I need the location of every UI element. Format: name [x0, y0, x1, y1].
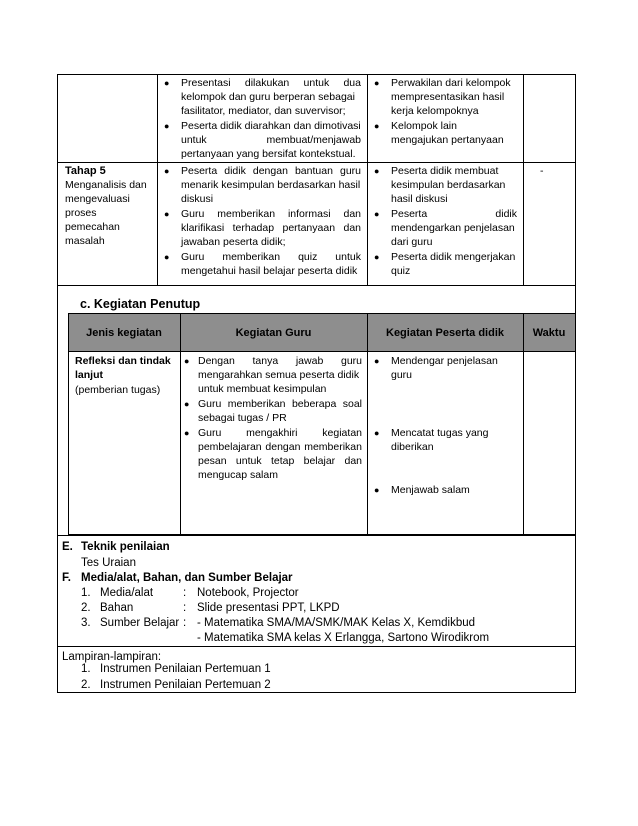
- tahap-desc: masalah: [65, 235, 105, 247]
- header-waktu: Waktu: [532, 327, 566, 339]
- guru-text: mengarahkan semua peserta didik: [198, 369, 360, 381]
- guru-text: pesan untuk tetap belajar dan: [198, 455, 362, 467]
- bullet-icon: ●: [374, 485, 380, 495]
- bullet-icon: ●: [164, 78, 170, 88]
- header-kegiatan-peserta: Kegiatan Peserta didik: [386, 327, 504, 339]
- guru-text: mengucap salam: [198, 469, 278, 481]
- bullet-icon: ●: [374, 252, 380, 262]
- peserta-text: Mendengar penjelasan: [391, 355, 498, 367]
- lampiran-num: 1.: [81, 663, 91, 675]
- bullet-icon: ●: [184, 399, 190, 409]
- guru-text: menarik kesimpulan berdasarkan hasil: [181, 179, 361, 191]
- guru-text: untuk membuat/menjawab: [181, 134, 361, 146]
- lampiran-item: Instrumen Penilaian Pertemuan 2: [100, 679, 271, 691]
- media-num: 1.: [81, 587, 91, 599]
- media-value: Notebook, Projector: [197, 587, 299, 599]
- bahan-num: 2.: [81, 602, 91, 614]
- bullet-icon: ●: [374, 356, 380, 366]
- section-e-title: Teknik penilaian: [81, 541, 170, 553]
- tahap-desc: mengevaluasi: [65, 193, 130, 205]
- peserta-text: dari guru: [391, 236, 433, 248]
- lampiran-num: 2.: [81, 679, 91, 691]
- media-name: Media/alat: [100, 587, 154, 599]
- sumber-num: 3.: [81, 617, 91, 629]
- tahap-desc: pemecahan: [65, 221, 120, 233]
- peserta-text: Mencatat tugas yang: [391, 427, 489, 439]
- section-e-label: E.: [62, 541, 73, 553]
- guru-text: Guru memberikan beberapa soal: [198, 398, 362, 410]
- peserta-text: hasil diskusi: [391, 193, 448, 205]
- peserta-text: Perwakilan dari kelompok: [391, 77, 511, 89]
- guru-text: Peserta didik dengan bantuan guru: [181, 165, 361, 177]
- bullet-icon: ●: [164, 209, 170, 219]
- header-jenis-kegiatan: Jenis kegiatan: [86, 327, 162, 339]
- guru-text: untuk membuat kesimpulan: [198, 383, 327, 395]
- peserta-text: guru: [391, 369, 413, 381]
- jenis-kegiatan-text: Refleksi dan tindak: [75, 355, 171, 367]
- guru-text: Guru memberikan quiz untuk: [181, 251, 361, 263]
- sumber-value: - Matematika SMA/MA/SMK/MAK Kelas X, Kemdikbud: [197, 617, 476, 629]
- peserta-text: mempresentasikan hasil: [391, 91, 505, 103]
- guru-text: Guru memberikan informasi dan: [181, 208, 361, 220]
- peserta-text: Kelompok lain: [391, 120, 457, 132]
- bullet-icon: ●: [164, 121, 170, 131]
- jenis-kegiatan-text: lanjut: [75, 369, 103, 381]
- bullet-icon: ●: [374, 166, 380, 176]
- guru-text: diskusi: [181, 193, 214, 205]
- tahap-desc: Menganalisis dan: [65, 179, 147, 191]
- peserta-text: kesimpulan berdasarkan: [391, 179, 506, 191]
- section-e-value: Tes Uraian: [81, 557, 136, 569]
- media-colon: :: [183, 587, 187, 599]
- peserta-text: diberikan: [391, 441, 434, 453]
- peserta-text: mendengarkan penjelasan: [391, 222, 515, 234]
- bullet-icon: ●: [184, 428, 190, 438]
- bullet-icon: ●: [164, 166, 170, 176]
- section-f-title: Media/alat, Bahan, dan Sumber Belajar: [81, 572, 293, 584]
- guru-text: kelompok dan guru berperan sebagai: [181, 91, 355, 103]
- peserta-text: quiz: [391, 265, 411, 277]
- guru-text: fasilitator, mediator, dan suvervisor;: [181, 105, 346, 117]
- tahap-desc: proses: [65, 207, 97, 219]
- bullet-icon: ●: [374, 121, 380, 131]
- tahap-title: Tahap 5: [65, 165, 106, 177]
- peserta-text: Peserta didik mengerjakan: [391, 251, 516, 263]
- header-kegiatan-guru: Kegiatan Guru: [235, 327, 312, 339]
- sumber-value-2: - Matematika SMA kelas X Erlangga, Sartono Wirodikrom: [197, 632, 490, 644]
- lampiran-item: Instrumen Penilaian Pertemuan 1: [100, 663, 271, 675]
- bullet-icon: ●: [374, 209, 380, 219]
- bullet-icon: ●: [374, 78, 380, 88]
- bahan-colon: :: [183, 602, 187, 614]
- sumber-colon: :: [183, 617, 187, 629]
- sumber-name: Sumber Belajar: [100, 617, 180, 629]
- guru-text: Dengan tanya jawab guru: [198, 355, 362, 367]
- guru-text: Guru mengakhiri kegiatan: [198, 427, 362, 439]
- waktu-value: -: [540, 165, 544, 177]
- guru-text: sebagai tugas / PR: [198, 412, 287, 424]
- guru-text: Presentasi dilakukan untuk dua: [181, 77, 361, 89]
- penutup-heading: c. Kegiatan Penutup: [80, 297, 201, 311]
- bullet-icon: ●: [374, 428, 380, 438]
- peserta-text: Menjawab salam: [391, 484, 470, 496]
- guru-text: jawaban peserta didik;: [181, 236, 286, 248]
- guru-text: pertanyaan yang bersifat kontekstual.: [181, 148, 356, 160]
- guru-text: mengetahui hasil belajar peserta didik: [181, 265, 358, 277]
- jenis-kegiatan-note: (pemberian tugas): [75, 384, 161, 396]
- bullet-icon: ●: [184, 356, 190, 366]
- peserta-text: Peserta didik membuat: [391, 165, 499, 177]
- guru-text: pembelajaran dengan memberikan: [198, 441, 362, 453]
- lampiran-title: Lampiran-lampiran:: [62, 651, 162, 663]
- peserta-text: mengajukan pertanyaan: [391, 134, 504, 146]
- section-f-label: F.: [62, 572, 71, 584]
- bahan-value: Slide presentasi PPT, LKPD: [197, 602, 340, 614]
- guru-text: klarifikasi terhadap pertanyaan dan: [181, 222, 361, 234]
- peserta-text: kerja kelompoknya: [391, 105, 479, 117]
- bahan-name: Bahan: [100, 602, 134, 614]
- peserta-text: Peserta didik: [391, 208, 517, 220]
- bullet-icon: ●: [164, 252, 170, 262]
- guru-text: Peserta didik diarahkan dan dimotivasi: [181, 120, 361, 132]
